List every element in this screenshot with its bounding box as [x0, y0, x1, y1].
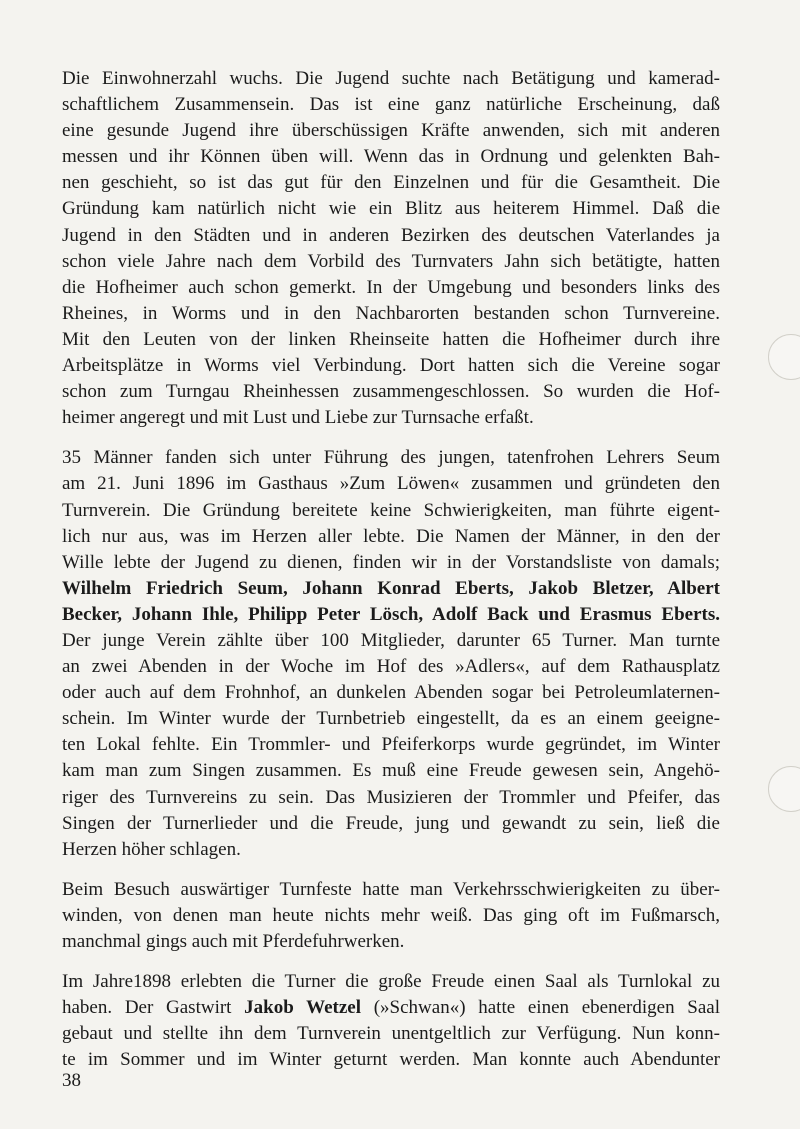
text-line: Wille lebte der Jugend zu dienen, finden wir in der Vorstandsliste von damals; — [62, 551, 720, 573]
text-line: Jugend in den Städten und in anderen Bezirken des deutschen Vaterlandes ja — [62, 224, 720, 246]
text-line: heimer angeregt und mit Lust und Liebe zur Turnsache erfaßt. — [62, 407, 534, 429]
text-line: kam man zum Singen zusammen. Es muß eine Freude gewesen sein, Angehö- — [62, 760, 720, 782]
text-line: Rheines, in Worms und in den Nachbarorten bestanden schon Turnvereine. — [62, 302, 720, 324]
text-line: winden, von denen man heute nichts mehr weiß. Das ging oft im Fußmarsch, — [62, 904, 720, 926]
punch-hole — [768, 334, 800, 380]
text-line: Arbeitsplätze in Worms viel Verbindung. Dort hatten sich die Vereine sogar — [62, 355, 720, 377]
founder-names-line: Becker, Johann Ihle, Philipp Peter Lösch, Adolf Back und Erasmus Eberts. — [62, 603, 720, 625]
innkeeper-name: Jakob Wetzel — [244, 997, 362, 1019]
text-line: schaftlichem Zusammensein. Das ist eine ganz natürliche Erscheinung, daß — [62, 94, 720, 116]
text-line: te im Sommer und im Winter geturnt werden. Man konnte auch Abendunter — [62, 1049, 720, 1071]
punch-hole — [768, 766, 800, 812]
text-line: Singen der Turnerlieder und die Freude, jung und gewandt zu sein, ließ die — [62, 812, 720, 834]
text-line: Turnverein. Die Gründung bereitete keine Schwierigkeiten, man führte eigent- — [62, 499, 720, 521]
text-line: die Hofheimer auch schon gemerkt. In der Umgebung und besonders links des — [62, 276, 720, 298]
text-line: ten Lokal fehlte. Ein Trommler- und Pfeiferkorps wurde gegründet, im Winter — [62, 734, 720, 756]
text-line: riger des Turnvereins zu sein. Das Musizieren der Trommler und Pfeifer, das — [62, 786, 720, 808]
text-line — [62, 995, 720, 1021]
text-line: messen und ihr Können üben will. Wenn das in Ordnung und gelenkten Bah- — [62, 146, 720, 168]
text-line: Gründung kam natürlich nicht wie ein Blitz aus heiterem Himmel. Daß die — [62, 198, 720, 220]
text-line: am 21. Juni 1896 im Gasthaus »Zum Löwen« zusammen und gründeten den — [62, 473, 720, 495]
text-line: manchmal gings auch mit Pferdefuhrwerken. — [62, 931, 405, 952]
text-span: haben. Der Gastwirt — [62, 997, 245, 1019]
text-line: schon viele Jahre nach dem Vorbild des Turnvaters Jahn sich betätigte, hatten — [62, 250, 720, 272]
text-line: Beim Besuch auswärtiger Turnfeste hatte man Verkehrsschwierigkeiten zu über- — [62, 878, 720, 900]
paragraph-2 — [62, 445, 720, 863]
document-page — [62, 66, 720, 1087]
paragraph-3 — [62, 877, 720, 955]
text-line: gebaut und stellte ihn dem Turnverein unentgeltlich zur Verfügung. Nun konn- — [62, 1023, 720, 1045]
founder-names-line: Wilhelm Friedrich Seum, Johann Konrad Eberts, Jakob Bletzer, Albert — [62, 577, 720, 599]
text-line: lich nur aus, was im Herzen aller lebte. Die Namen der Männer, in den der — [62, 525, 720, 547]
text-line: Mit den Leuten von der linken Rheinseite hatten die Hofheimer durch ihre — [62, 328, 720, 350]
text-line: 35 Männer fanden sich unter Führung des jungen, tatenfrohen Lehrers Seum — [62, 447, 720, 469]
text-line: oder auch auf dem Frohnhof, an dunkelen Abenden sogar bei Petroleumlaternen- — [62, 682, 720, 704]
paragraph-1 — [62, 66, 720, 431]
paragraph-4 — [62, 969, 720, 1073]
text-span: (»Schwan«) hatte einen ebenerdigen Saal — [361, 997, 720, 1019]
text-line: Im Jahre1898 erlebten die Turner die große Freude einen Saal als Turnlokal zu — [62, 971, 720, 993]
text-line: schein. Im Winter wurde der Turnbetrieb eingestellt, da es an einem geeigne- — [62, 708, 720, 730]
text-line: Die Einwohnerzahl wuchs. Die Jugend suchte nach Betätigung und kamerad- — [62, 68, 720, 89]
page-number: 38 — [62, 1070, 81, 1091]
text-line: Der junge Verein zählte über 100 Mitglieder, darunter 65 Turner. Man turnte — [62, 629, 720, 651]
text-line: an zwei Abenden in der Woche im Hof des »Adlers«, auf dem Rathausplatz — [62, 656, 720, 678]
text-line: schon zum Turngau Rheinhessen zusammengeschlossen. So wurden die Hof- — [62, 381, 720, 403]
text-line: Herzen höher schlagen. — [62, 838, 241, 860]
text-line: nen geschieht, so ist das gut für den Einzelnen und für die Gesamtheit. Die — [62, 172, 720, 194]
text-line: eine gesunde Jugend ihre überschüssigen Kräfte anwenden, sich mit anderen — [62, 120, 720, 142]
